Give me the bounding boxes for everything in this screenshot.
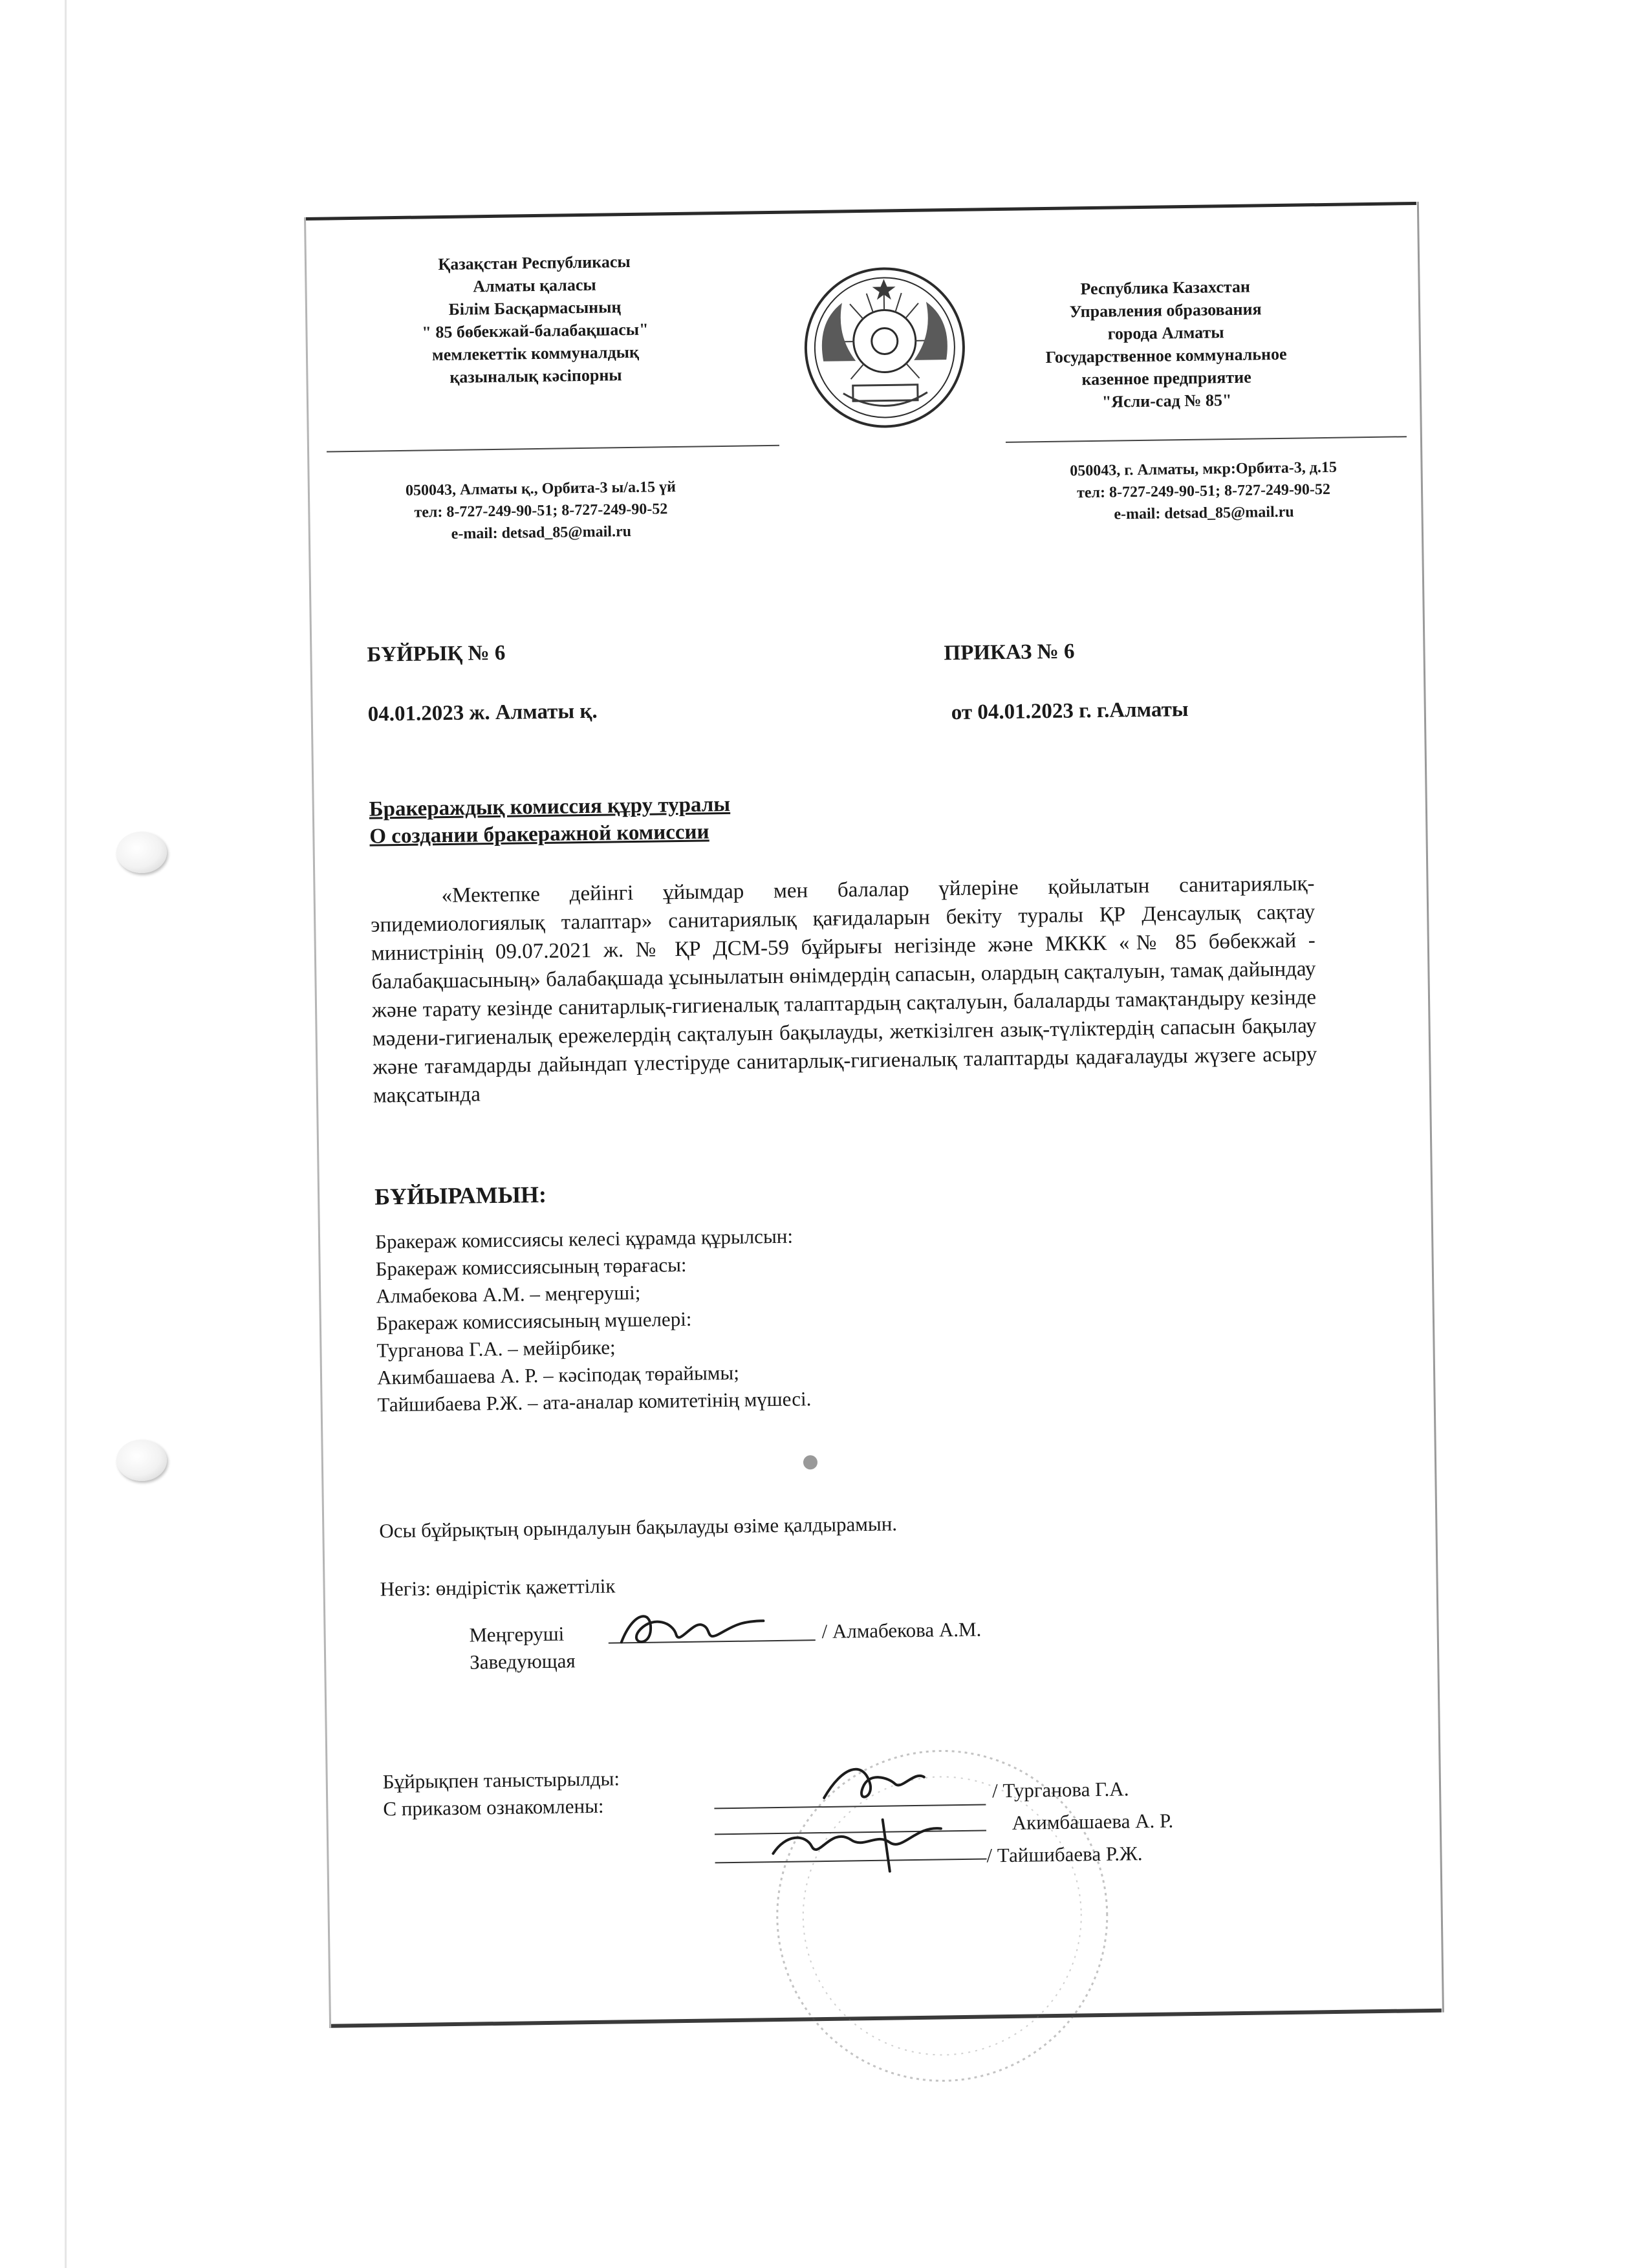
sheet-edge-top	[304, 202, 1416, 221]
ink-smudge	[803, 1455, 817, 1469]
header-kz-line: Алматы қаласы	[473, 275, 596, 296]
commission-composition	[375, 1222, 812, 1418]
subject-ru: О создании бракеражной комиссии	[369, 820, 709, 848]
head-signature-icon	[614, 1601, 770, 1655]
signature-1-icon	[817, 1758, 927, 1811]
contact-ru-phone: тел: 8-727-249-90-51; 8-727-249-90-52	[1076, 481, 1331, 502]
contact-ru-address: 050043, г. Алматы, мкр:Орбита-3, д.15	[1070, 459, 1337, 480]
order-number-ru: ПРИКАЗ № 6	[944, 640, 1075, 665]
scan-edge	[65, 0, 67, 2268]
header-ru-line: Республика Казахстан	[1080, 277, 1251, 299]
header-ru-line: Государственное коммунальное	[1045, 344, 1287, 367]
header-divider-right	[1006, 436, 1407, 443]
header-ru-line: города Алматы	[1107, 323, 1224, 343]
sheet-edge-right	[1417, 202, 1444, 2013]
composition-line: Бракераж комиссиясының мүшелері:	[376, 1307, 692, 1335]
composition-line: Турганова Г.А. – мейірбике;	[376, 1335, 616, 1362]
header-russian	[1003, 274, 1328, 415]
composition-line: Бракераж комиссиясы келесі құрамда құрылсын:	[374, 1224, 794, 1253]
order-date-kz: 04.01.2023 ж. Алматы қ.	[367, 699, 598, 726]
acquaintance-label-ru: С приказом ознакомлены:	[383, 1794, 604, 1820]
order-number-kz: БҰЙРЫҚ № 6	[367, 641, 506, 667]
punch-hole-bottom	[116, 1440, 167, 1481]
contact-kz-address: 050043, Алматы қ., Орбита-3 ы/а.15 үй	[405, 479, 676, 499]
head-title	[469, 1620, 576, 1676]
header-kz-line: Қазақстан Республикасы	[438, 252, 631, 274]
contact-kazakh	[334, 475, 748, 546]
contact-russian	[1006, 455, 1401, 527]
document-sheet	[304, 202, 1442, 2028]
header-kz-line: " 85 бөбекжай-балабақшасы"	[422, 319, 649, 342]
sheet-edge-left	[304, 217, 331, 2028]
head-title-kz: Меңгеруші	[469, 1622, 565, 1647]
header-ru-line: Управления образования	[1069, 299, 1262, 321]
acquaintance-label	[383, 1765, 620, 1822]
composition-line: Тайшибаева Р.Ж. – ата-аналар комитетінің мүшесі.	[377, 1387, 812, 1416]
punch-hole-top	[116, 832, 167, 873]
acquainted-name-2: Акимбашаева А. Р.	[1012, 1809, 1174, 1834]
header-ru-line: "Ясли-сад № 85"	[1101, 391, 1232, 411]
acquainted-name-1: / Турганова Г.А.	[991, 1777, 1129, 1802]
composition-line: Бракераж комиссиясының төрағасы:	[375, 1253, 687, 1280]
header-kz-line: қазыналық кәсіпорны	[449, 365, 622, 387]
header-ru-line: казенное предприятие	[1081, 367, 1251, 389]
basis-statement: Негіз: өндірістік қажеттілік	[380, 1574, 616, 1601]
composition-line: Акимбашаева А. Р. – кәсіподақ төрайымы;	[376, 1361, 740, 1389]
head-title-ru: Заведующая	[469, 1649, 576, 1674]
header-kz-line: мемлекеттік коммуналдық	[431, 342, 640, 365]
acquaintance-label-kz: Бұйрықпен таныстырылды:	[382, 1767, 620, 1793]
state-emblem-icon	[796, 263, 973, 433]
contact-ru-email: e-mail: detsad_85@mail.ru	[1114, 503, 1294, 523]
head-name: / Алмабекова А.М.	[821, 1617, 982, 1643]
order-date-ru: от 04.01.2023 г. г.Алматы	[951, 697, 1189, 725]
signature-2-icon	[766, 1806, 948, 1879]
preamble-paragraph: «Мектепке дейінгі ұйымдар мен балалар үйлеріне қойылатын санитариялық-эпидемиологиялық талаптар» санитариялық қағидаларын бекіту туралы ҚР Денсаулық сақтау министрінің 09.07.2021 ж. № ҚР ДСМ-59 бұйрығы негізінде және МККК «№ 85 бөбекжай - балабақшасының» балабақшада ұсынылатын өнімдердің сапасын, олардың сақталуын, тамақ дайындау және тарату кезінде санитарлық-гигиеналық талаптардың сақталуын, балаларды тамақтандыру кезінде мәдени-гигиеналық ережелердің сақталуын бақылауды, жеткізілген азық-түліктердің сапасын бақылау және тағамдарды дайындап үлестіруде санитарлық-гигиеналық талаптарды қадағалауды жүзеге асыру мақсатында	[371, 872, 1317, 1108]
header-kz-line: Білім Басқармасының	[448, 297, 622, 319]
control-statement: Осы бұйрықтың орындалуын бақылауды өзіме қалдырамын.	[379, 1512, 898, 1542]
composition-line: Алмабекова А.М. – меңгеруші;	[376, 1280, 641, 1308]
contact-kz-phone: тел: 8-727-249-90-51; 8-727-249-90-52	[414, 501, 668, 521]
contact-kz-email: e-mail: detsad_85@mail.ru	[451, 523, 632, 543]
header-kazakh	[382, 250, 688, 390]
decree-heading: БҰЙЫРАМЫН:	[374, 1181, 547, 1210]
acquainted-name-3: / Тайшибаева Р.Ж.	[986, 1842, 1143, 1867]
order-subject	[369, 791, 731, 850]
subject-kz: Бракераждық комиссия құру туралы	[369, 792, 731, 821]
header-divider-left	[327, 445, 779, 453]
